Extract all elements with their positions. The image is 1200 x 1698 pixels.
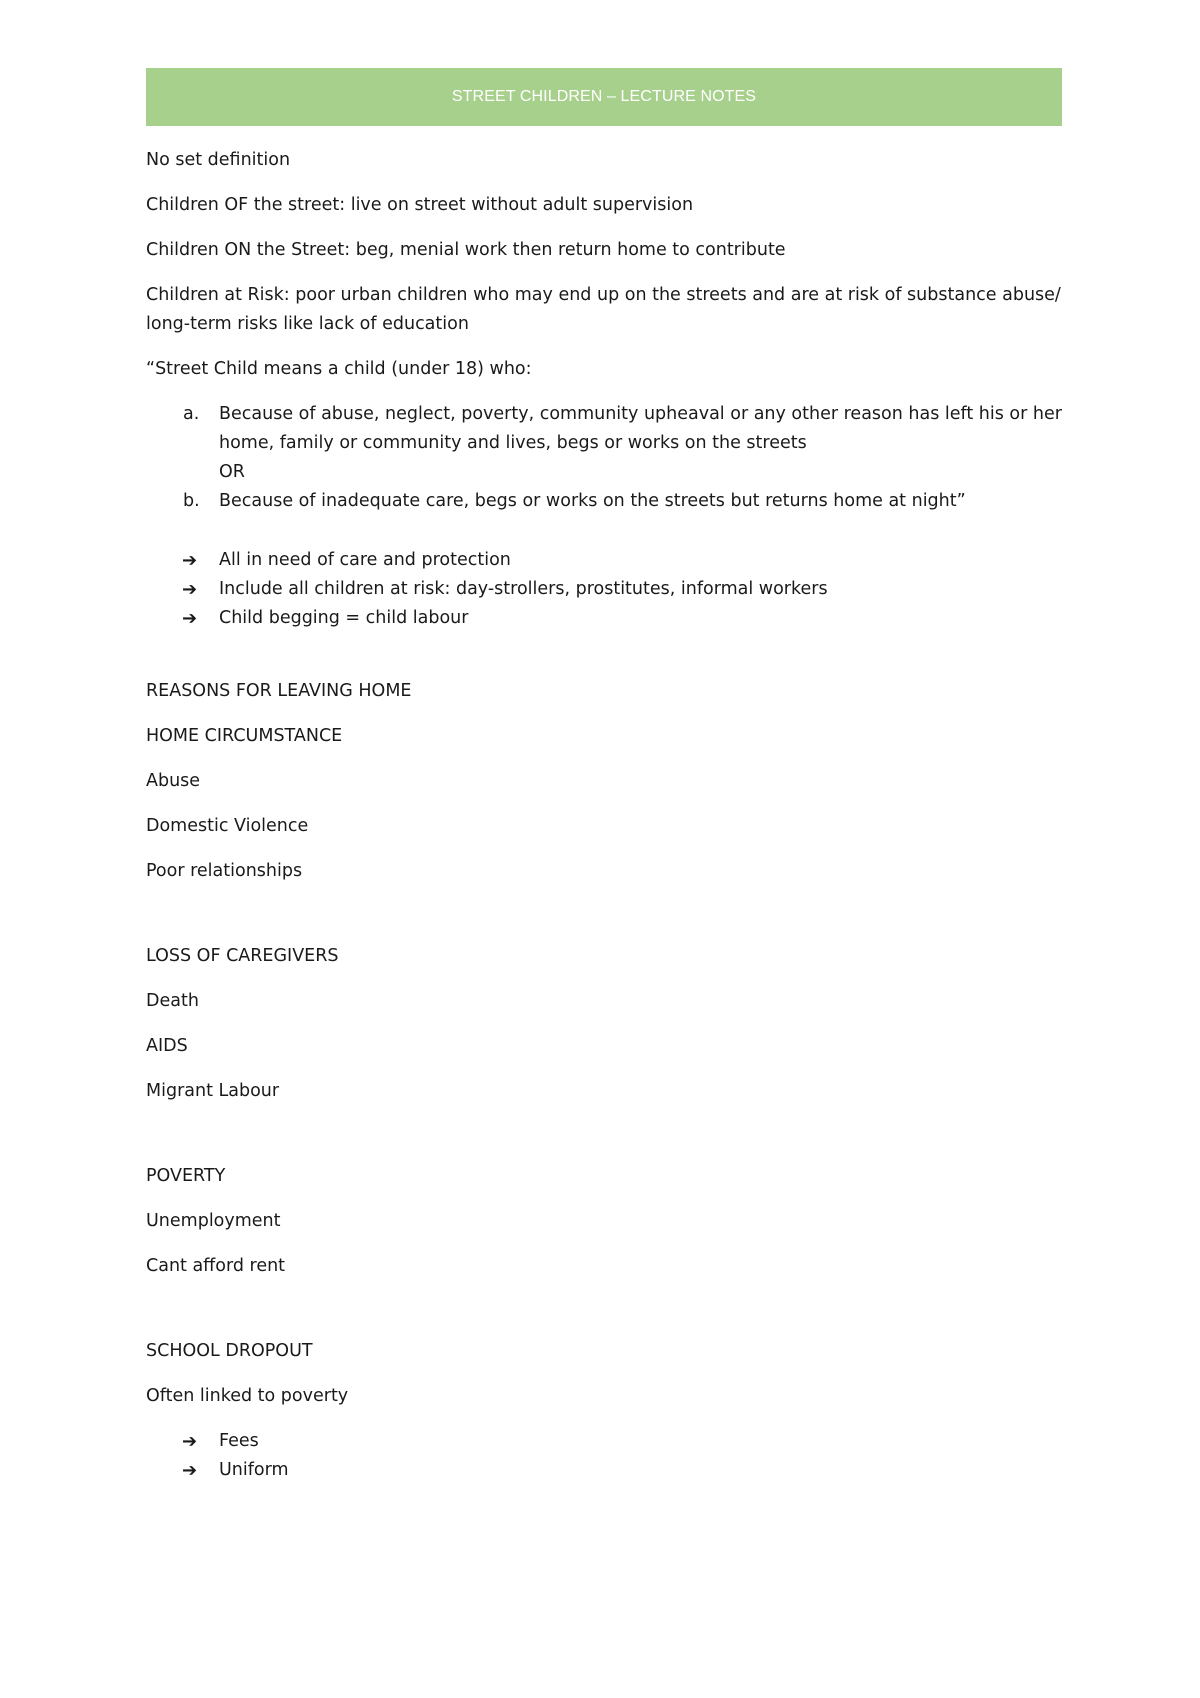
- spacer: [146, 633, 1066, 677]
- paragraph: AIDS: [146, 1036, 188, 1056]
- list-item-text: Fees: [219, 1431, 259, 1451]
- paragraph: Death: [146, 991, 199, 1011]
- spacer: [146, 902, 1066, 942]
- subsection-heading: HOME CIRCUMSTANCE: [146, 726, 343, 746]
- list-item: [146, 604, 1066, 633]
- list-marker: b.: [183, 491, 200, 511]
- or-text: OR: [219, 462, 245, 482]
- list-item: [146, 1427, 1066, 1456]
- notes-list: [146, 546, 1066, 633]
- list-item-text: All in need of care and protection: [219, 550, 511, 570]
- arrow-right-icon: ➔: [182, 1431, 198, 1452]
- title-banner: [146, 68, 1062, 126]
- paragraph: No set definition: [146, 150, 291, 170]
- list-item: [146, 546, 1066, 575]
- list-item-text: Uniform: [219, 1460, 289, 1480]
- paragraph: Often linked to poverty: [146, 1386, 349, 1406]
- arrow-right-icon: ➔: [182, 579, 198, 600]
- list-item-text: Because of inadequate care, begs or works on the streets but returns home at night”: [219, 491, 966, 511]
- paragraph: Children ON the Street: beg, menial work then return home to contribute: [146, 240, 786, 260]
- paragraph: Domestic Violence: [146, 816, 309, 836]
- paragraph: Unemployment: [146, 1211, 281, 1231]
- subsection-heading: LOSS OF CAREGIVERS: [146, 946, 339, 966]
- spacer: [146, 1122, 1066, 1162]
- document-body: [146, 146, 1066, 1485]
- definition-list: [146, 400, 1066, 516]
- subsection-heading: SCHOOL DROPOUT: [146, 1341, 313, 1361]
- list-item-text: Child begging = child labour: [219, 608, 469, 628]
- paragraph: Children at Risk: poor urban children who may end up on the streets and are at risk of substance abuse/ long-term risks like lack of education: [146, 285, 1061, 334]
- arrow-right-icon: ➔: [182, 550, 198, 571]
- arrow-right-icon: ➔: [182, 1460, 198, 1481]
- paragraph: Poor relationships: [146, 861, 303, 881]
- subsection-heading: POVERTY: [146, 1166, 226, 1186]
- paragraph: Cant afford rent: [146, 1256, 286, 1276]
- paragraph: “Street Child means a child (under 18) who:: [146, 359, 532, 379]
- paragraph: Migrant Labour: [146, 1081, 280, 1101]
- spacer: [146, 1297, 1066, 1337]
- arrow-right-icon: ➔: [182, 608, 198, 629]
- document-title: STREET CHILDREN – LECTURE NOTES: [451, 88, 757, 105]
- paragraph: Children OF the street: live on street without adult supervision: [146, 195, 694, 215]
- list-item-text: Include all children at risk: day-strollers, prostitutes, informal workers: [219, 579, 828, 599]
- list-item: [146, 487, 1066, 516]
- paragraph: Abuse: [146, 771, 201, 791]
- list-item-text: Because of abuse, neglect, poverty, community upheaval or any other reason has left his or her home, family or community and lives, begs or works on the streets: [219, 404, 1062, 453]
- school-dropout-list: [146, 1427, 1066, 1485]
- list-marker: a.: [183, 404, 200, 424]
- list-item: [146, 400, 1066, 458]
- list-item: [146, 1456, 1066, 1485]
- list-item: [146, 575, 1066, 604]
- section-heading: REASONS FOR LEAVING HOME: [146, 681, 412, 701]
